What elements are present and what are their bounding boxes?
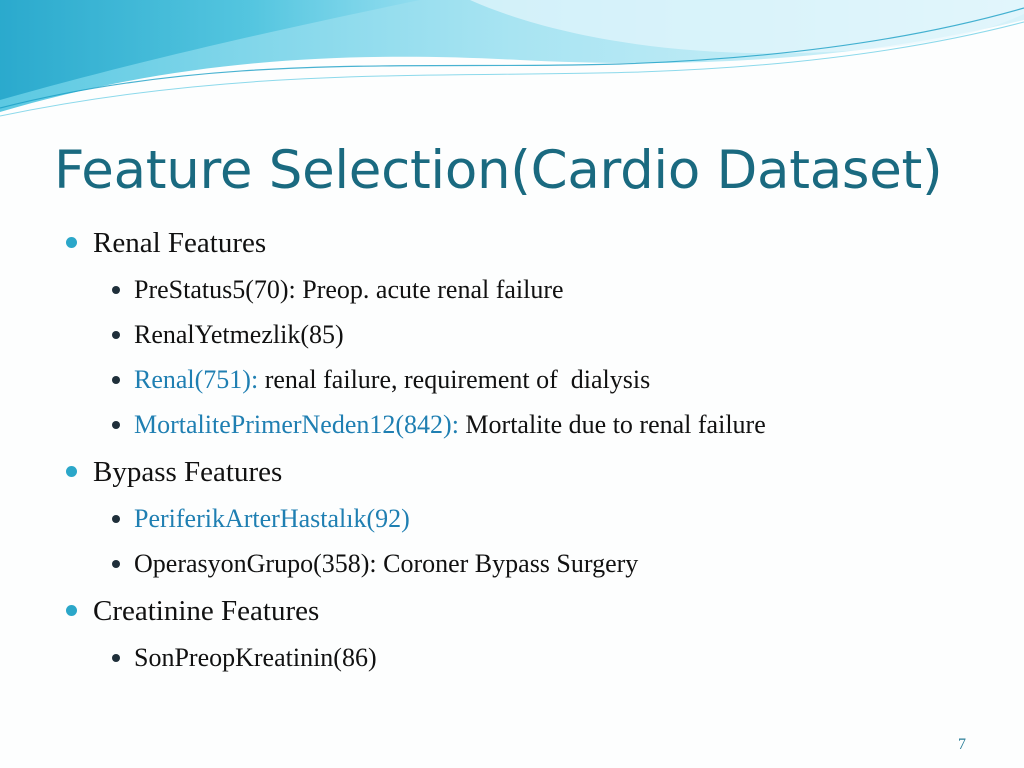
bullet-icon <box>66 605 77 616</box>
item-text: Mortalite due to renal failure <box>458 410 766 439</box>
bullet-icon <box>112 331 120 339</box>
item-accent-text: MortalitePrimerNeden12(842): <box>134 410 459 439</box>
item-text: renal failure, requirement of dialysis <box>258 365 651 394</box>
list-item <box>134 319 344 351</box>
item-text: SonPreopKreatinin(86) <box>134 643 377 672</box>
list-item <box>134 548 638 580</box>
bullet-icon <box>66 466 77 477</box>
list-item <box>134 503 410 535</box>
list-item <box>134 642 377 674</box>
list-item <box>134 409 766 441</box>
group-heading-bypass: Bypass Features <box>93 456 283 488</box>
group-heading-creatinine: Creatinine Features <box>93 595 320 627</box>
item-text: RenalYetmezlik(85) <box>134 320 344 349</box>
bullet-icon <box>112 654 120 662</box>
list-item <box>134 364 650 396</box>
bullet-icon <box>112 515 120 523</box>
group-heading-renal: Renal Features <box>93 227 267 259</box>
bullet-icon <box>112 286 120 294</box>
item-text: PreStatus5(70): Preop. acute renal failure <box>134 275 564 304</box>
item-accent-text: PeriferikArterHastalık(92) <box>134 504 410 533</box>
item-accent-text: Renal(751): <box>134 365 259 394</box>
bullet-icon <box>112 421 120 429</box>
page-number: 7 <box>958 736 966 753</box>
slide-title: Feature Selection(Cardio Dataset) <box>54 140 943 201</box>
bullet-icon <box>66 237 77 248</box>
bullet-icon <box>112 560 120 568</box>
list-item <box>134 274 564 306</box>
item-text: OperasyonGrupo(358): Coroner Bypass Surgery <box>134 549 639 578</box>
bullet-icon <box>112 376 120 384</box>
